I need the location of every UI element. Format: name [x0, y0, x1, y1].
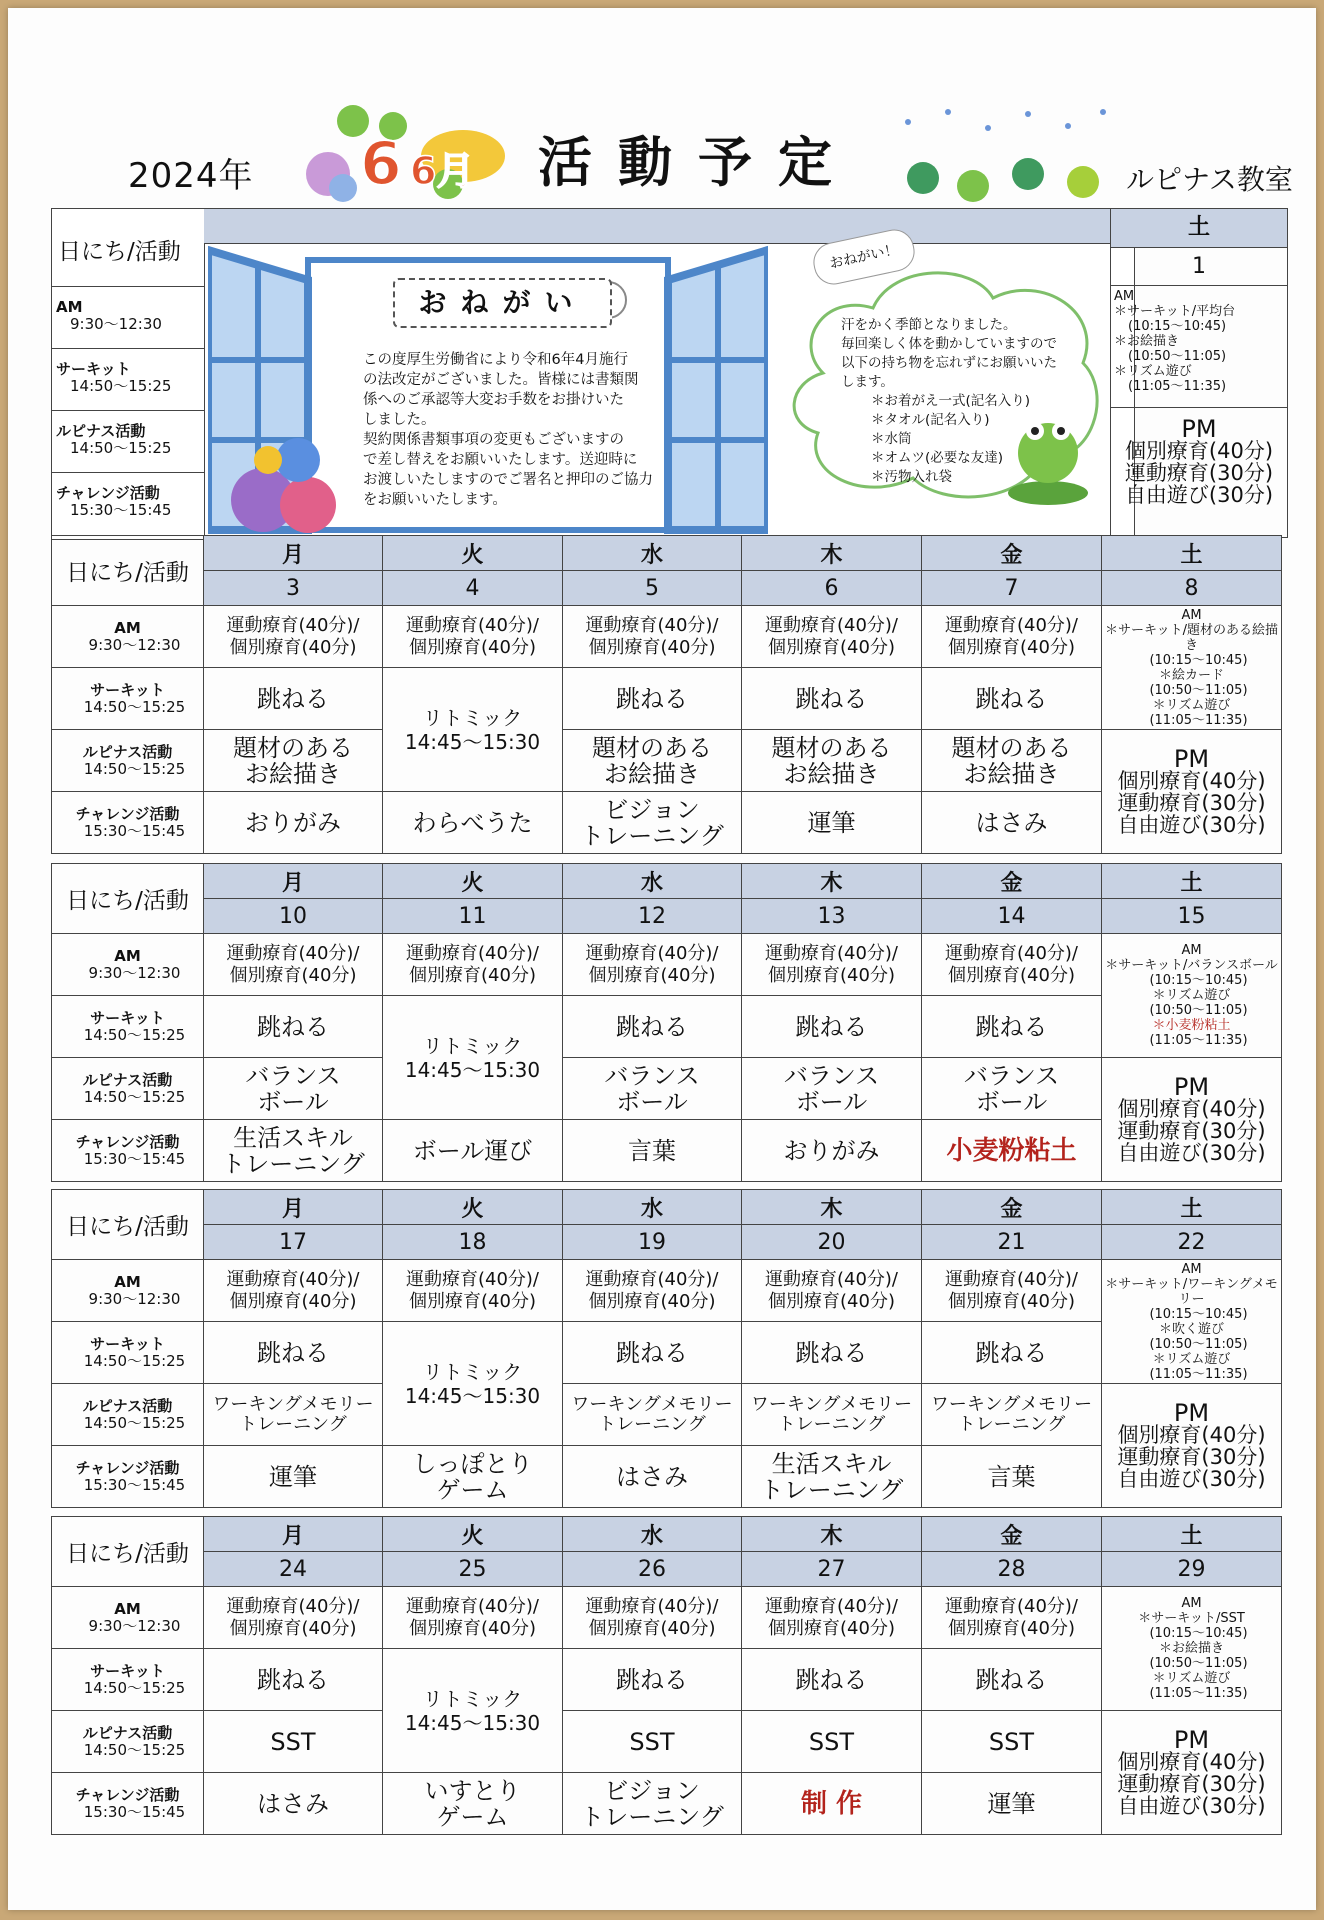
label-circuit: サーキット 14:50～15:25: [52, 1322, 204, 1384]
schedule-sheet: [8, 8, 1316, 1910]
challenge-cell: ビジョン トレーニング: [563, 1773, 742, 1835]
challenge-cell: ボール運び: [383, 1120, 563, 1182]
day-of-week: 水: [563, 864, 742, 899]
circuit-cell: 跳ねる: [922, 996, 1102, 1058]
day-of-week: 土: [1102, 536, 1282, 571]
challenge-cell: はさみ: [563, 1446, 742, 1508]
saturday-pm-cell: PM 個別療育(40分) 運動療育(30分) 自由遊び(30分): [1102, 730, 1282, 854]
label-date-activity: 日にち/活動: [52, 209, 204, 287]
label-circuit: サーキット 14:50～15:25: [52, 349, 204, 411]
label-circuit: サーキット 14:50～15:25: [52, 996, 204, 1058]
challenge-cell: おりがみ: [204, 792, 383, 854]
lupinus-cell: 題材のある お絵描き: [922, 730, 1102, 792]
circuit-cell: 跳ねる: [204, 668, 383, 730]
date-cell: 19: [563, 1225, 742, 1260]
am-cell: 運動療育(40分)/ 個別療育(40分): [742, 934, 922, 996]
date-cell: 15: [1102, 899, 1282, 934]
day-of-week: 火: [383, 1190, 563, 1225]
am-cell: 運動療育(40分)/ 個別療育(40分): [204, 934, 383, 996]
label-lupinus: ルピナス活動 14:50～15:25: [52, 1058, 204, 1120]
lupinus-cell: SST: [742, 1711, 922, 1773]
school-name: ルピナス教室: [1126, 163, 1293, 196]
label-lupinus: ルピナス活動 14:50～15:25: [52, 1711, 204, 1773]
lupinus-cell: SST: [204, 1711, 383, 1773]
am-cell: 運動療育(40分)/ 個別療育(40分): [204, 1260, 383, 1322]
saturday-am-cell: AM ＊サーキット/SST (10:15～10:45) ＊お絵描き (10:50～11:05) ＊リズム遊び (11:05～11:35): [1102, 1587, 1282, 1711]
day-of-week: 火: [383, 864, 563, 899]
svg-text:6: 6: [360, 129, 402, 199]
circuit-cell: 跳ねる: [742, 668, 922, 730]
sat1-dow: 土: [1110, 208, 1288, 248]
date-cell: 17: [204, 1225, 383, 1260]
lupinus-cell: バランス ボール: [563, 1058, 742, 1120]
am-cell: 運動療育(40分)/ 個別療育(40分): [742, 606, 922, 668]
day-of-week: 月: [204, 1190, 383, 1225]
saturday-am-cell: AM ＊サーキット/ワーキングメモリー (10:15～10:45) ＊吹く遊び (10:50～11:05) ＊リズム遊び (11:05～11:35): [1102, 1260, 1282, 1384]
date-cell: 11: [383, 899, 563, 934]
challenge-cell: 制 作: [742, 1773, 922, 1835]
day-of-week: 金: [922, 536, 1102, 571]
week-table: [51, 535, 1282, 854]
saturday-pm-cell: PM 個別療育(40分) 運動療育(30分) 自由遊び(30分): [1102, 1711, 1282, 1835]
challenge-cell: わらべうた: [383, 792, 563, 854]
date-cell: 8: [1102, 571, 1282, 606]
circuit-cell: 跳ねる: [563, 1322, 742, 1384]
week-table: [51, 1189, 1282, 1508]
challenge-cell: しっぽとり ゲーム: [383, 1446, 563, 1508]
notice-text: この度厚生労働省により令和6年4月施行 の法改定がございました。皆様には書類関 係へのご承認等大変お手数をお掛けいた しました。 契約関係書類事項の変更もございますの で差し替えをお願いいたします。送迎時に お渡しいたしますのでご署名と押印のご協力 をお願いいたします。: [363, 352, 653, 508]
circuit-cell: 跳ねる: [204, 996, 383, 1058]
label-am: AM 9:30～12:30: [52, 934, 204, 996]
challenge-cell: いすとり ゲーム: [383, 1773, 563, 1835]
am-cell: 運動療育(40分)/ 個別療育(40分): [204, 606, 383, 668]
lupinus-cell: ワーキングメモリー トレーニング: [204, 1384, 383, 1446]
saturday-pm-cell: PM 個別療育(40分) 運動療育(30分) 自由遊び(30分): [1102, 1058, 1282, 1182]
saturday-am-cell: AM ＊サーキット/題材のある絵描き (10:15～10:45) ＊絵カード (10:50～11:05) ＊リズム遊び (11:05～11:35): [1102, 606, 1282, 730]
date-cell: 24: [204, 1552, 383, 1587]
challenge-cell: 生活スキル トレーニング: [204, 1120, 383, 1182]
circuit-cell: 跳ねる: [922, 1649, 1102, 1711]
label-date-activity: 日にち/活動: [52, 536, 204, 606]
belongings-list: 汗をかく季節となりました。 毎回楽しく体を動かしていますので 以下の持ち物を忘れずにお願いいた します。 ＊お着がえ一式(記名入り) ＊タオル(記名入り) ＊水筒 ＊オムツ(必要な友達) ＊汚物入れ袋: [841, 317, 1057, 485]
label-circuit: サーキット 14:50～15:25: [52, 668, 204, 730]
label-challenge: チャレンジ活動 15:30～15:45: [52, 1773, 204, 1835]
am-cell: 運動療育(40分)/ 個別療育(40分): [742, 1260, 922, 1322]
am-cell: 運動療育(40分)/ 個別療育(40分): [383, 1587, 563, 1649]
circuit-cell: 跳ねる: [563, 1649, 742, 1711]
lupinus-cell: SST: [563, 1711, 742, 1773]
lupinus-cell: 題材のある お絵描き: [742, 730, 922, 792]
lupinus-cell: バランス ボール: [922, 1058, 1102, 1120]
am-cell: 運動療育(40分)/ 個別療育(40分): [742, 1587, 922, 1649]
page-title: 活動予定: [538, 131, 858, 194]
label-lupinus: ルピナス活動 14:50～15:25: [52, 411, 204, 473]
label-challenge: チャレンジ活動 15:30～15:45: [56, 484, 172, 519]
circuit-cell: 跳ねる: [742, 996, 922, 1058]
day-of-week: 水: [563, 1190, 742, 1225]
day-of-week: 月: [204, 1517, 383, 1552]
day-of-week: 水: [563, 1517, 742, 1552]
label-challenge: チャレンジ活動 15:30～15:45: [52, 1446, 204, 1508]
date-cell: 27: [742, 1552, 922, 1587]
sat1-date: 1: [1110, 248, 1288, 286]
label-lupinus: ルピナス活動 14:50～15:25: [52, 1384, 204, 1446]
date-cell: 5: [563, 571, 742, 606]
circuit-cell: 跳ねる: [204, 1322, 383, 1384]
circuit-cell: 跳ねる: [742, 1649, 922, 1711]
date-cell: 29: [1102, 1552, 1282, 1587]
label-date-activity: 日にち/活動: [52, 1190, 204, 1260]
rhythmic-cell: リトミック 14:45～15:30: [383, 1649, 563, 1773]
am-cell: 運動療育(40分)/ 個別療育(40分): [383, 606, 563, 668]
day-of-week: 月: [204, 536, 383, 571]
date-cell: 26: [563, 1552, 742, 1587]
date-cell: 3: [204, 571, 383, 606]
lupinus-cell: ワーキングメモリー トレーニング: [563, 1384, 742, 1446]
challenge-cell: 運筆: [742, 792, 922, 854]
date-cell: 6: [742, 571, 922, 606]
challenge-cell: ビジョン トレーニング: [563, 792, 742, 854]
date-cell: 14: [922, 899, 1102, 934]
notice-title: おねがい: [393, 278, 612, 328]
lupinus-cell: ワーキングメモリー トレーニング: [742, 1384, 922, 1446]
label-am: AM 9:30～12:30: [52, 1260, 204, 1322]
cloud-tag: おねがい！: [810, 226, 919, 288]
circuit-cell: 跳ねる: [742, 1322, 922, 1384]
week-table: [51, 863, 1282, 1182]
lupinus-cell: 題材のある お絵描き: [563, 730, 742, 792]
lupinus-cell: ワーキングメモリー トレーニング: [922, 1384, 1102, 1446]
date-cell: 4: [383, 571, 563, 606]
am-cell: 運動療育(40分)/ 個別療育(40分): [563, 606, 742, 668]
day-of-week: 金: [922, 1190, 1102, 1225]
lupinus-cell: バランス ボール: [204, 1058, 383, 1120]
saturday-1-column: [1110, 208, 1288, 538]
circuit-cell: 跳ねる: [922, 668, 1102, 730]
rhythmic-cell: リトミック 14:45～15:30: [383, 668, 563, 792]
label-challenge: チャレンジ活動 15:30～15:45: [52, 792, 204, 854]
circuit-cell: 跳ねる: [563, 996, 742, 1058]
label-am: AM 9:30～12:30: [52, 1587, 204, 1649]
challenge-cell: 運筆: [204, 1446, 383, 1508]
day-of-week: 土: [1102, 1190, 1282, 1225]
am-cell: 運動療育(40分)/ 個別療育(40分): [922, 1260, 1102, 1322]
rhythmic-cell: リトミック 14:45～15:30: [383, 996, 563, 1120]
label-am: AM 9:30～12:30: [52, 287, 204, 349]
am-cell: 運動療育(40分)/ 個別療育(40分): [922, 934, 1102, 996]
date-cell: 25: [383, 1552, 563, 1587]
day-of-week: 木: [742, 1190, 922, 1225]
date-cell: 20: [742, 1225, 922, 1260]
sat1-am: AM ＊サーキット/平均台 (10:15～10:45) ＊お絵描き (10:50～11:05) ＊リズム遊び (11:05～11:35): [1110, 286, 1288, 408]
june-frog-illustration: [298, 96, 508, 206]
sat1-pm: PM 個別療育(40分) 運動療育(30分) 自由遊び(30分): [1110, 408, 1288, 538]
am-cell: 運動療育(40分)/ 個別療育(40分): [563, 1587, 742, 1649]
date-cell: 10: [204, 899, 383, 934]
date-cell: 22: [1102, 1225, 1282, 1260]
rhythmic-cell: リトミック 14:45～15:30: [383, 1322, 563, 1446]
day-of-week: 火: [383, 536, 563, 571]
lupinus-cell: 題材のある お絵描き: [204, 730, 383, 792]
label-date-activity: 日にち/活動: [52, 864, 204, 934]
label-lupinus: ルピナス活動 14:50～15:25: [52, 730, 204, 792]
day-of-week: 木: [742, 1517, 922, 1552]
label-am: AM 9:30～12:30: [52, 606, 204, 668]
label-challenge: チャレンジ活動 15:30～15:45: [52, 1120, 204, 1182]
label-column: [52, 209, 205, 539]
circuit-cell: 跳ねる: [922, 1322, 1102, 1384]
day-of-week: 金: [922, 864, 1102, 899]
header: [8, 8, 1316, 208]
day-of-week: 月: [204, 864, 383, 899]
month-label: 6月: [410, 149, 475, 193]
am-cell: 運動療育(40分)/ 個別療育(40分): [563, 934, 742, 996]
am-cell: 運動療育(40分)/ 個別療育(40分): [383, 1260, 563, 1322]
challenge-cell: 言葉: [922, 1446, 1102, 1508]
challenge-cell: はさみ: [204, 1773, 383, 1835]
date-cell: 18: [383, 1225, 563, 1260]
challenge-cell: はさみ: [922, 792, 1102, 854]
challenge-cell: おりがみ: [742, 1120, 922, 1182]
challenge-cell: 小麦粉粘土: [922, 1120, 1102, 1182]
circuit-cell: 跳ねる: [204, 1649, 383, 1711]
date-cell: 13: [742, 899, 922, 934]
am-cell: 運動療育(40分)/ 個別療育(40分): [383, 934, 563, 996]
date-cell: 12: [563, 899, 742, 934]
challenge-cell: 言葉: [563, 1120, 742, 1182]
date-cell: 21: [922, 1225, 1102, 1260]
label-date-activity: 日にち/活動: [52, 1517, 204, 1587]
circuit-cell: 跳ねる: [563, 668, 742, 730]
lupinus-cell: SST: [922, 1711, 1102, 1773]
frogs-in-rain-illustration: [888, 100, 1118, 205]
am-cell: 運動療育(40分)/ 個別療育(40分): [922, 606, 1102, 668]
am-cell: 運動療育(40分)/ 個別療育(40分): [922, 1587, 1102, 1649]
challenge-cell: 運筆: [922, 1773, 1102, 1835]
label-circuit: サーキット 14:50～15:25: [52, 1649, 204, 1711]
day-of-week: 土: [1102, 1517, 1282, 1552]
day-of-week: 水: [563, 536, 742, 571]
date-cell: 28: [922, 1552, 1102, 1587]
band-header-bar: [204, 209, 1134, 244]
day-of-week: 木: [742, 864, 922, 899]
am-cell: 運動療育(40分)/ 個別療育(40分): [204, 1587, 383, 1649]
saturday-pm-cell: PM 個別療育(40分) 運動療育(30分) 自由遊び(30分): [1102, 1384, 1282, 1508]
day-of-week: 火: [383, 1517, 563, 1552]
day-of-week: 金: [922, 1517, 1102, 1552]
saturday-am-cell: AM ＊サーキット/バランスボール (10:15～10:45) ＊リズム遊び (10:50～11:05) ＊小麦粉粘土 (11:05～11:35): [1102, 934, 1282, 1058]
am-cell: 運動療育(40分)/ 個別療育(40分): [563, 1260, 742, 1322]
date-cell: 7: [922, 571, 1102, 606]
day-of-week: 土: [1102, 864, 1282, 899]
year-label: 2024年: [128, 156, 254, 196]
challenge-cell: 生活スキル トレーニング: [742, 1446, 922, 1508]
week-table: [51, 1516, 1282, 1835]
day-of-week: 木: [742, 536, 922, 571]
lupinus-cell: バランス ボール: [742, 1058, 922, 1120]
